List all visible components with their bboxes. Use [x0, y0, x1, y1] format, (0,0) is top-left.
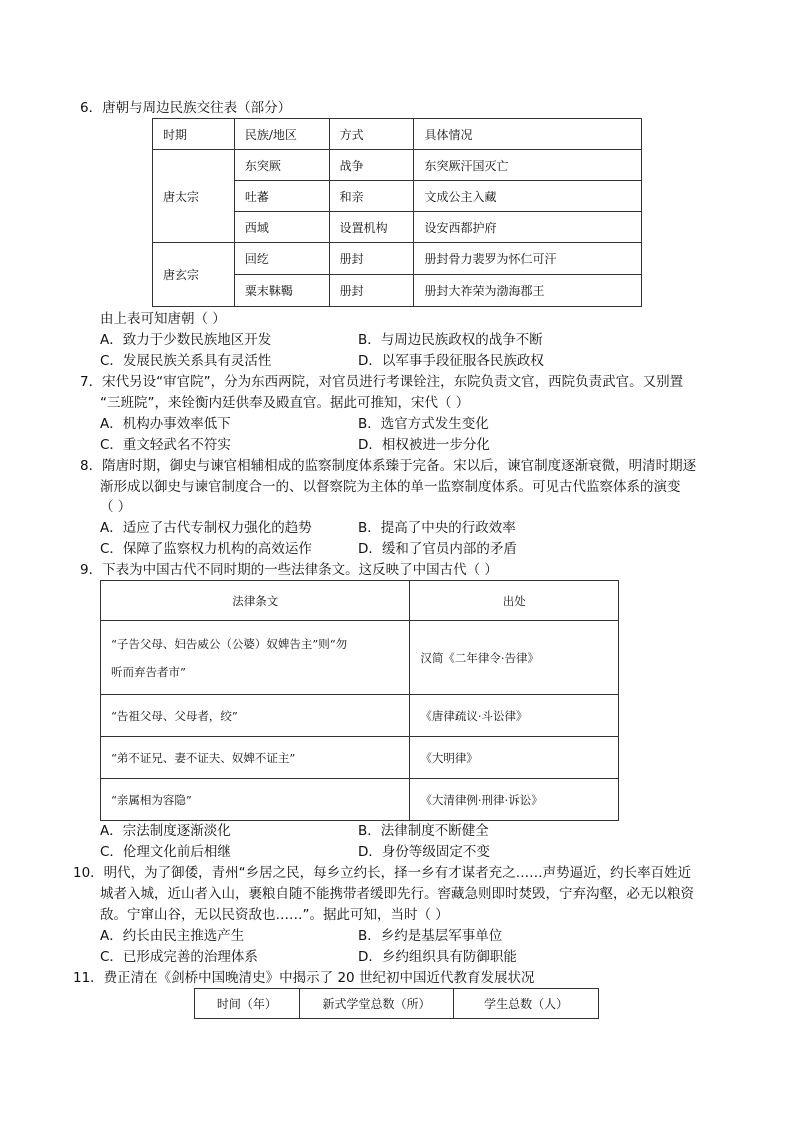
q7-option-c[interactable]: C．重文轻武名不符实	[100, 437, 231, 453]
q9-row2-text: “告祖父母、父母者，绞”	[101, 695, 410, 737]
q9-row4-text: “亲属相为容隐”	[101, 779, 410, 821]
q9-table	[100, 580, 619, 821]
q10-option-b[interactable]: B．乡约是基层军事单位	[358, 928, 503, 944]
q6-header-period: 时期	[153, 119, 235, 150]
q6-cell: 册封骨力裴罗为怀仁可汗	[414, 243, 642, 275]
q9-row1-source: 汉简《二年律令·告律》	[410, 621, 619, 695]
q9-row4-source: 《大清律例·刑律·诉讼》	[410, 779, 619, 821]
q9-row3-text: “弟不证兄、妻不证夫、奴婢不证主”	[101, 737, 410, 779]
q9-option-c[interactable]: C．伦理文化前后相继	[100, 844, 231, 860]
q8-option-d[interactable]: D．缓和了官员内部的矛盾	[358, 541, 517, 557]
q6-table	[152, 118, 642, 307]
q6-option-b[interactable]: B．与周边民族政权的战争不断	[358, 332, 543, 348]
q9-option-b[interactable]: B．法律制度不断健全	[358, 823, 489, 839]
q6-cell: 西域	[234, 212, 329, 243]
q8-stem-line3: （ ）	[100, 499, 132, 515]
q11-table	[194, 988, 599, 1019]
q6-cell: 吐蕃	[234, 181, 329, 212]
q6-cell: 设置机构	[329, 212, 414, 243]
q6-cell: 设安西都护府	[414, 212, 642, 243]
q6-prompt: 由上表可知唐朝（ ）	[100, 311, 226, 327]
q10-stem-line2: 城者入城，近山者入山，裹粮自随不能携带者缓即先行。窖藏急则即时焚毁，宁弃沟壑，必无以粮资	[100, 886, 694, 902]
q6-option-c[interactable]: C．发展民族关系具有灵活性	[100, 353, 272, 369]
q8-option-c[interactable]: C．保障了监察权力机构的高效运作	[100, 541, 312, 557]
q6-cell: 回纥	[234, 243, 329, 275]
q9-header-text: 法律条文	[101, 581, 410, 621]
q6-cell: 册封	[329, 243, 414, 275]
q6-period-taizong: 唐太宗	[153, 150, 235, 243]
q9-option-d[interactable]: D．身份等级固定不变	[358, 844, 490, 860]
q7-stem-line1: 7．宋代另设“审官院”，分为东西两院，对官员进行考课铨注，东院负责文官，西院负责武官。又别置	[80, 374, 684, 390]
q6-header-method: 方式	[329, 119, 414, 150]
q6-header-ethnic: 民族/地区	[234, 119, 329, 150]
q9-row1-text-line1: “子告父母、妇告威公（公婆）奴婢告主”则“勿	[111, 636, 348, 651]
q7-option-d[interactable]: D．相权被进一步分化	[358, 437, 490, 453]
q8-option-a[interactable]: A．适应了古代专制权力强化的趋势	[100, 520, 312, 536]
q10-stem-line1: 10．明代，为了御倭，青州“乡居之民，每乡立约长，择一乡有才谋者充之……声势逼近，约长率百姓近	[73, 865, 692, 881]
q11-stem: 11．费正清在《剑桥中国晚清史》中揭示了 20 世纪初中国近代教育发展状况	[73, 970, 535, 986]
q7-option-b[interactable]: B．选官方式发生变化	[358, 416, 489, 432]
q7-stem-line2: “三班院”，来铨衡内廷供奉及殿直官。据此可推知，宋代（ ）	[100, 395, 470, 411]
q6-cell: 文成公主入藏	[414, 181, 642, 212]
q9-row-text	[101, 621, 410, 695]
q8-stem-line2: 渐形成以御史与谏官制度合一的、以督察院为主体的单一监察制度体系。可见古代监察体系的演变	[100, 479, 681, 495]
q6-cell: 粟末靺鞨	[234, 275, 329, 307]
q11-header-year: 时间（年）	[195, 989, 300, 1019]
q6-cell: 战争	[329, 150, 414, 181]
q10-option-a[interactable]: A．约长由民主推选产生	[100, 928, 245, 944]
q6-stem: 6．唐朝与周边民族交往表（部分）	[80, 100, 292, 116]
q6-option-d[interactable]: D．以军事手段征服各民族政权	[358, 353, 544, 369]
q8-option-b[interactable]: B．提高了中央的行政效率	[358, 520, 516, 536]
q6-header-detail: 具体情况	[414, 119, 642, 150]
q9-row1-text-line2: 听而弃告者市”	[111, 664, 186, 679]
q10-option-d[interactable]: D．乡约组织具有防御职能	[358, 949, 517, 965]
q10-option-c[interactable]: C．已形成完善的治理体系	[100, 949, 258, 965]
q8-stem-line1: 8．隋唐时期，御史与谏官相辅相成的监察制度体系臻于完备。宋以后，谏官制度逐渐衰微，明清时期逐	[80, 458, 697, 474]
q6-cell: 册封	[329, 275, 414, 307]
q6-option-a[interactable]: A．致力于少数民族地区开发	[100, 332, 272, 348]
q6-cell: 东突厥汗国灭亡	[414, 150, 642, 181]
q11-header-schools: 新式学堂总数（所）	[299, 989, 454, 1019]
q6-period-xuanzong: 唐玄宗	[153, 243, 235, 307]
q9-row3-source: 《大明律》	[410, 737, 619, 779]
q11-header-students: 学生总数（人）	[454, 989, 599, 1019]
q10-stem-line3: 敌。宁窜山谷，无以民资敌也……”。据此可知，当时（ ）	[100, 907, 449, 923]
q6-cell: 东突厥	[234, 150, 329, 181]
q6-cell: 册封大祚荣为渤海郡王	[414, 275, 642, 307]
q7-option-a[interactable]: A．机构办事效率低下	[100, 416, 231, 432]
q6-cell: 和亲	[329, 181, 414, 212]
q9-stem: 9．下表为中国古代不同时期的一些法律条文。这反映了中国古代（ ）	[80, 562, 498, 578]
q9-option-a[interactable]: A．宗法制度逐渐淡化	[100, 823, 231, 839]
q9-row2-source: 《唐律疏议·斗讼律》	[410, 695, 619, 737]
q9-header-source: 出处	[410, 581, 619, 621]
